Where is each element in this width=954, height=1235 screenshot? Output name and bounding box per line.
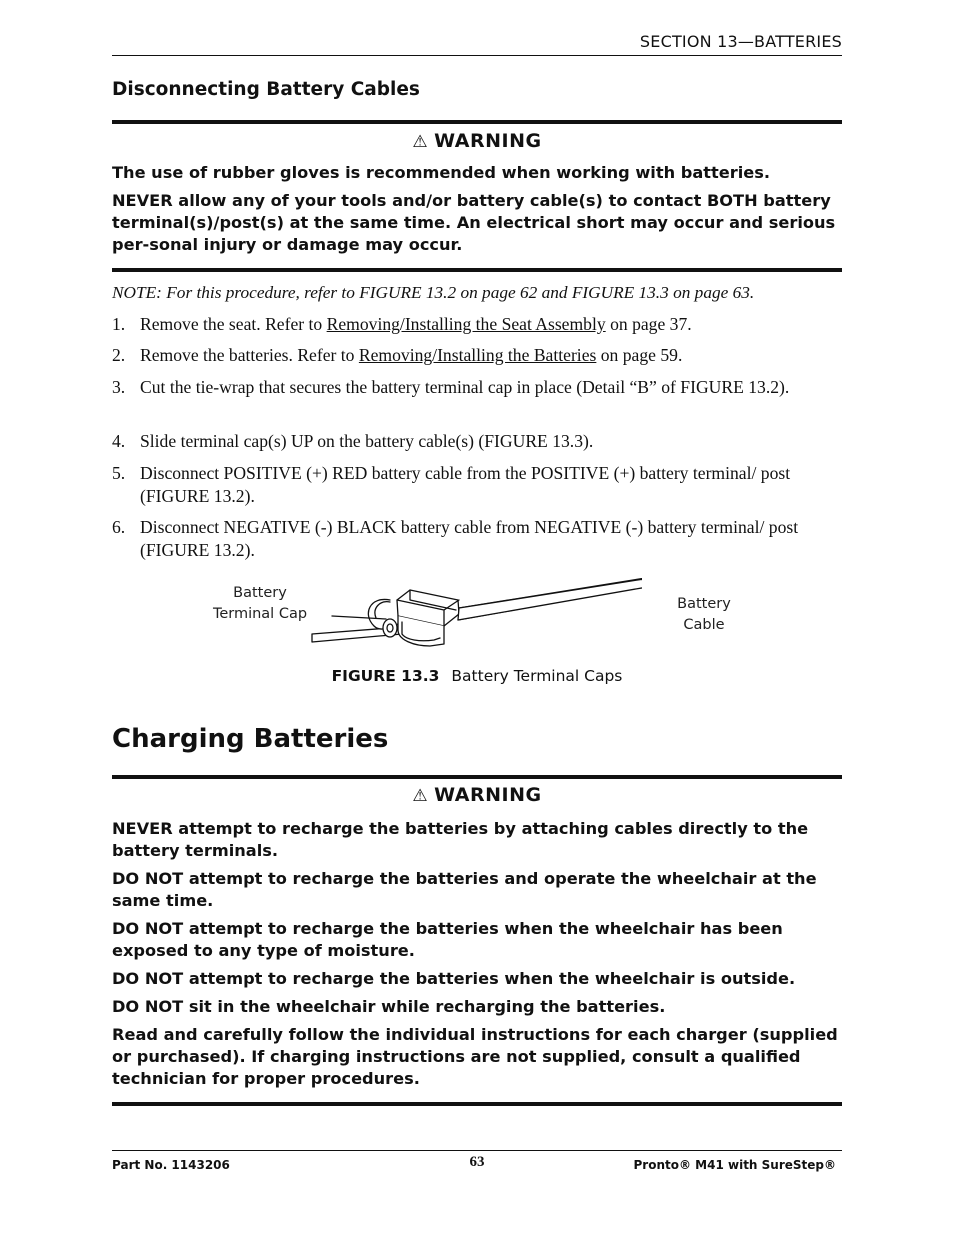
battery-terminal-cap-illustration — [302, 578, 642, 660]
charging-warning-paragraph: DO NOT sit in the wheelchair while recharging the batteries. — [112, 997, 666, 1016]
warning-title — [112, 130, 842, 152]
step-number: 6. — [112, 517, 126, 537]
charging-warning-paragraph: DO NOT attempt to recharge the batteries when the wheelchair is outside. — [112, 969, 796, 988]
step-text: Disconnect POSITIVE (+) RED battery cable from the POSITIVE (+) battery terminal/ post (FIGURE 13.2). — [140, 463, 791, 506]
header-rule — [112, 55, 842, 56]
warning-paragraph: NEVER allow any of your tools and/or battery cable(s) to contact BOTH battery terminal(s)/post(s) at the same time. An electrical short may occur and serious per-sonal injury or damage may occur. — [112, 191, 836, 254]
footer-part-number: Part No. 1143206 — [112, 1158, 230, 1172]
charging-warning-top-rule — [112, 775, 842, 779]
seat-assembly-link[interactable]: Removing/Installing the Seat Assembly — [326, 314, 606, 334]
step-text: Cut the tie-wrap that secures the battery terminal cap in place (Detail “B” of FIGURE 13.2). — [140, 377, 790, 397]
warning-title-text: WARNING — [434, 130, 542, 152]
step-number: 2. — [112, 345, 126, 365]
warning-paragraph: The use of rubber gloves is recommended when working with batteries. — [112, 163, 771, 182]
charging-warning-title-text: WARNING — [434, 784, 542, 806]
warning-triangle-icon: ⚠ — [412, 786, 429, 806]
charging-warning-paragraph: NEVER attempt to recharge the batteries by attaching cables directly to the battery terminals. — [112, 819, 809, 860]
section-header: SECTION 13—BATTERIES — [639, 32, 842, 51]
step-number: 5. — [112, 463, 126, 483]
warning-triangle-icon: ⚠ — [412, 132, 429, 152]
disconnect-heading: Disconnecting Battery Cables — [112, 79, 420, 100]
step-text: Disconnect NEGATIVE (-) BLACK battery cable from NEGATIVE (-) battery terminal/ post (FIGURE 13.2). — [140, 517, 799, 560]
warning-bottom-rule — [112, 268, 842, 272]
charging-warning-paragraph: Read and carefully follow the individual instructions for each charger (supplied or purchased). If charging instructions are not supplied, consult a qualified technician for proper procedures. — [112, 1025, 838, 1088]
step-number: 1. — [112, 314, 126, 334]
step-number: 3. — [112, 377, 126, 397]
footer-page-number: 63 — [469, 1154, 485, 1170]
step-text: Slide terminal cap(s) UP on the battery cable(s) (FIGURE 13.3). — [140, 431, 594, 451]
figure-label-cable: Battery Cable — [677, 596, 731, 633]
figure-title: Battery Terminal Caps — [451, 667, 623, 685]
charging-warning-paragraph: DO NOT attempt to recharge the batteries and operate the wheelchair at the same time. — [112, 869, 817, 910]
figure-label-terminal-cap: Battery Terminal Cap — [212, 585, 308, 622]
step-number: 4. — [112, 431, 126, 451]
charging-heading: Charging Batteries — [112, 724, 389, 754]
charging-warning-title — [112, 784, 842, 806]
procedure-note: NOTE: For this procedure, refer to FIGURE 13.2 on page 62 and FIGURE 13.3 on page 63. — [112, 283, 755, 302]
figure-number: FIGURE 13.3 — [331, 667, 440, 685]
charging-warning-paragraph: DO NOT attempt to recharge the batteries when the wheelchair has been exposed to any type of moisture. — [112, 919, 783, 960]
warning-top-rule — [112, 120, 842, 124]
footer-product-name: Pronto® M41 with SureStep® — [633, 1158, 836, 1172]
figure-caption — [112, 667, 842, 685]
batteries-link[interactable]: Removing/Installing the Batteries — [358, 345, 597, 365]
footer-rule — [112, 1150, 842, 1151]
step-text: Remove the seat. Refer to Removing/Installing the Seat Assembly on page 37. — [140, 314, 692, 334]
step-text: Remove the batteries. Refer to Removing/Installing the Batteries on page 59. — [140, 345, 683, 365]
charging-warning-bottom-rule — [112, 1102, 842, 1106]
